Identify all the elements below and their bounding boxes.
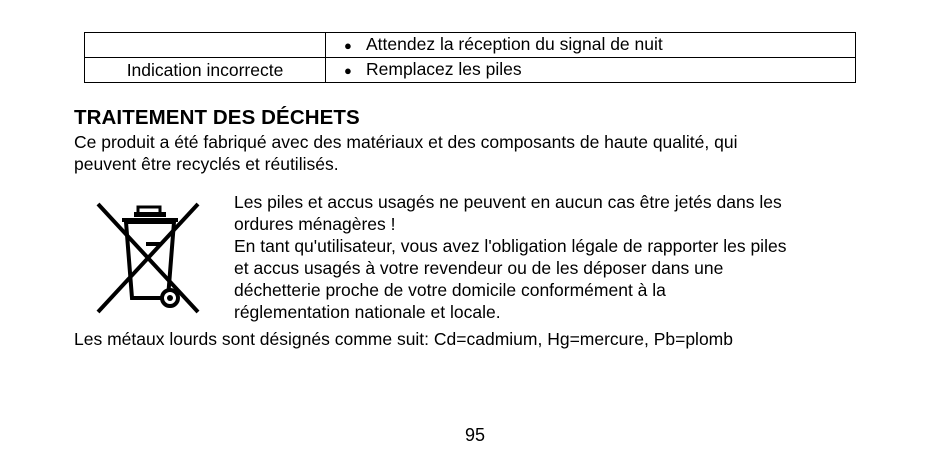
table-cell-remedy [326,58,856,83]
table-cell-symptom [85,33,326,58]
section-heading: TRAITEMENT DES DÉCHETS [74,106,360,129]
intro-paragraph [74,131,874,175]
disposal-line: En tant qu'utilisateur, vous avez l'obligation légale de rapporter les piles [234,236,787,256]
disposal-line: déchetterie proche de votre domicile conformément à la [234,280,666,300]
disposal-paragraph [234,191,884,323]
bullet-dot-icon: ● [344,38,352,53]
disposal-line: Les piles et accus usagés ne peuvent en aucun cas être jetés dans les [234,192,782,212]
intro-line: peuvent être recyclés et réutilisés. [74,154,339,174]
remedy-text: Attendez la réception du signal de nuit [366,34,663,54]
crossed-out-wheelie-bin-icon [94,198,206,316]
intro-line: Ce produit a été fabriqué avec des matériaux et des composants de haute qualité, qui [74,132,738,152]
page-number: 95 [464,425,486,445]
table-row [85,33,856,58]
table-cell-symptom: Indication incorrecte [85,58,326,83]
table-row [85,58,856,83]
disposal-line: réglementation nationale et locale. [234,302,501,322]
troubleshooting-table [84,32,856,83]
heavy-metals-line: Les métaux lourds sont désignés comme suit: Cd=cadmium, Hg=mercure, Pb=plomb [74,329,733,349]
disposal-line: ordures ménagères ! [234,214,396,234]
bullet-dot-icon: ● [344,63,352,78]
disposal-line: et accus usagés à votre revendeur ou de les déposer dans une [234,258,724,278]
table-cell-remedy [326,33,856,58]
remedy-text: Remplacez les piles [366,59,522,79]
